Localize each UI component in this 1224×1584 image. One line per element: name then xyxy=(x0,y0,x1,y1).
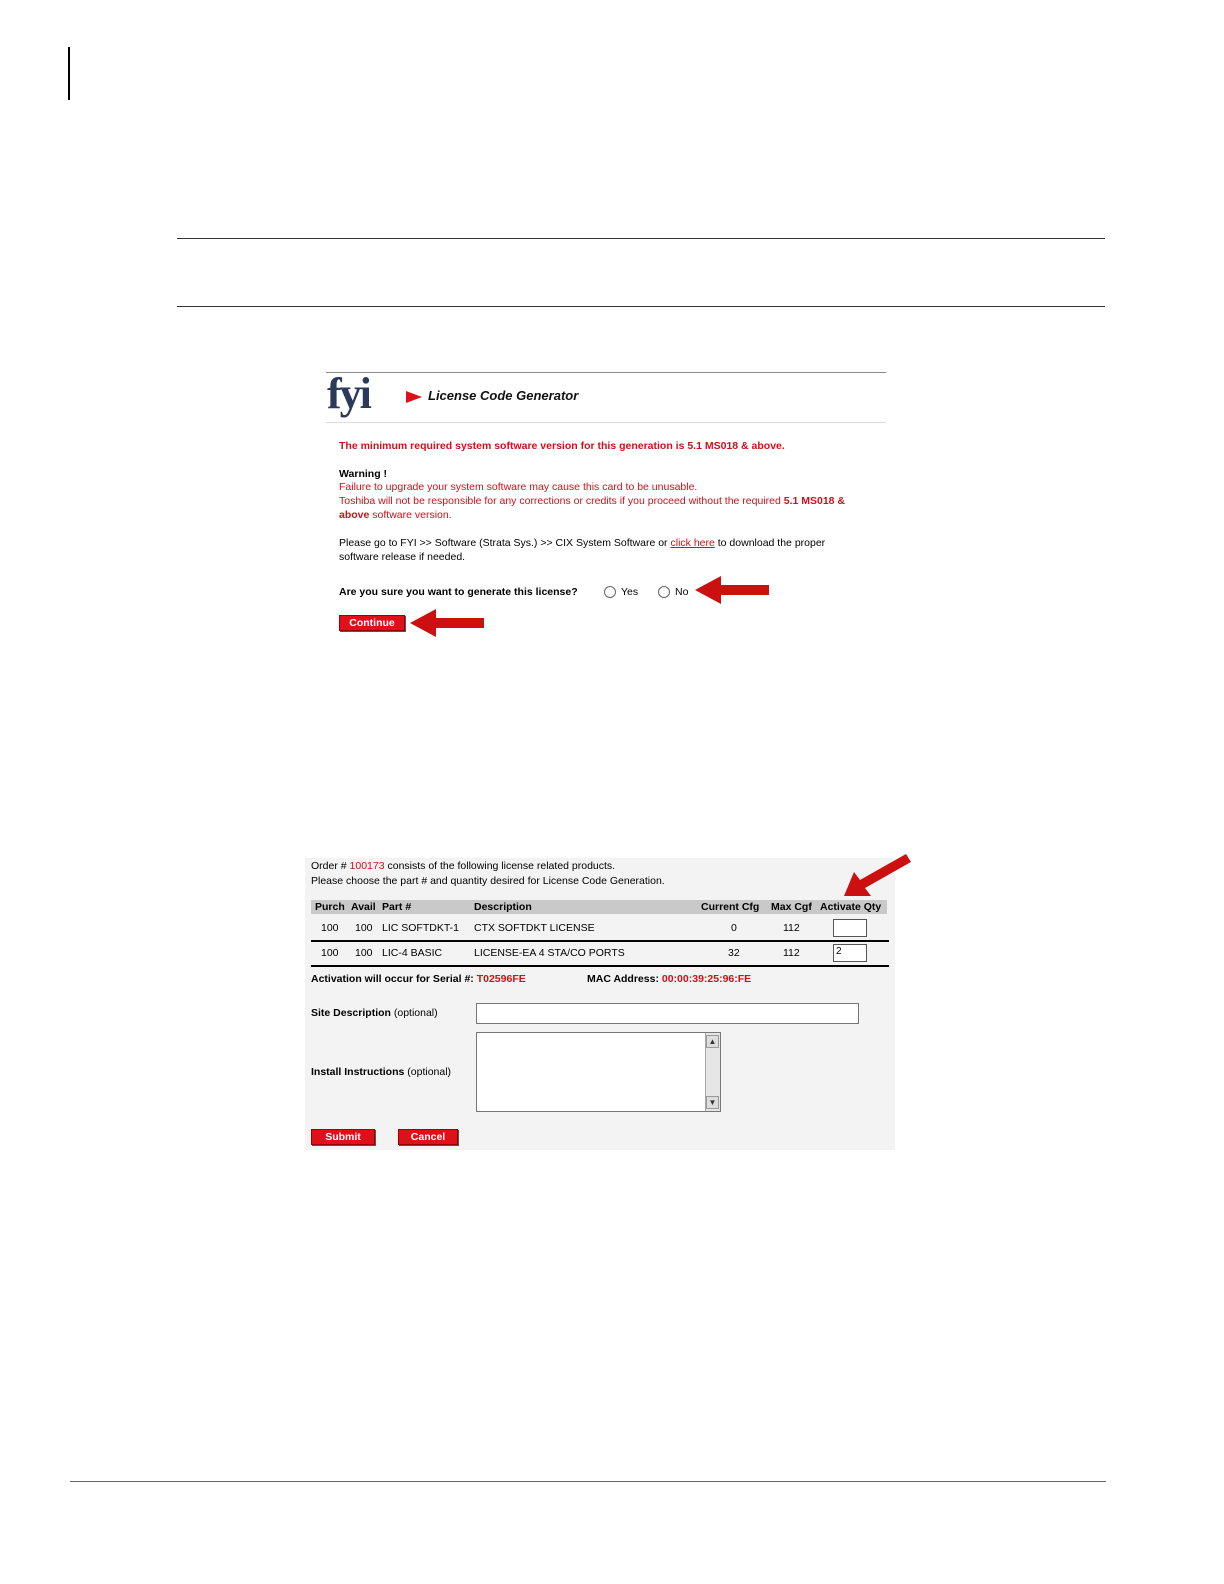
red-pointer-arrow-icon xyxy=(838,850,914,900)
max-cfg-cell: 112 xyxy=(783,922,800,934)
description-cell: CTX SOFTDKT LICENSE xyxy=(474,922,595,934)
red-pointer-arrow-icon xyxy=(695,574,771,606)
col-activate-qty: Activate Qty xyxy=(820,901,882,913)
download-instructions-2: software release if needed. xyxy=(339,551,466,563)
no-label: No xyxy=(675,586,689,598)
max-cfg-cell: 112 xyxy=(783,947,800,959)
site-description-label: Site Description (optional) xyxy=(311,1007,438,1019)
margin-bar xyxy=(68,47,70,100)
order-line: Order # 100173 consists of the following license related products. xyxy=(311,860,616,872)
choose-instructions: Please choose the part # and quantity desired for License Code Generation. xyxy=(311,875,665,887)
serial-line: Activation will occur for Serial #: T02596FE xyxy=(311,973,526,985)
yes-radio[interactable] xyxy=(604,586,616,598)
serial-value: T02596FE xyxy=(476,973,526,985)
table-row xyxy=(311,943,889,965)
mac-line: MAC Address: 00:00:39:25:96:FE xyxy=(587,973,752,985)
purch-cell: 100 xyxy=(321,947,339,959)
warning-line-2: Toshiba will not be responsible for any corrections or credits if you proceed without the required 5.1 MS018 & xyxy=(339,495,846,507)
site-description-input[interactable] xyxy=(476,1003,859,1024)
description-cell: LICENSE-EA 4 STA/CO PORTS xyxy=(474,947,625,959)
header-top-line xyxy=(326,372,886,373)
table-header xyxy=(311,900,887,914)
mac-value: 00:00:39:25:96:FE xyxy=(661,973,752,985)
min-version-notice: The minimum required system software version for this generation is 5.1 MS018 & above. xyxy=(339,440,785,452)
purch-cell: 100 xyxy=(321,922,339,934)
order-number: 100173 xyxy=(349,860,385,872)
red-pointer-arrow-icon xyxy=(410,607,486,639)
row-divider xyxy=(311,940,889,942)
section-rule-bottom xyxy=(177,306,1105,307)
no-radio[interactable] xyxy=(658,586,670,598)
activate-qty-input[interactable] xyxy=(833,919,867,937)
avail-cell: 100 xyxy=(355,922,373,934)
part-cell: LIC SOFTDKT-1 xyxy=(382,922,460,934)
current-cfg-cell: 0 xyxy=(731,922,737,934)
license-order-screenshot xyxy=(305,858,895,1150)
col-purch: Purch xyxy=(315,901,345,913)
page-title: License Code Generator xyxy=(428,388,579,403)
continue-button[interactable]: Continue xyxy=(339,615,405,631)
red-pointer-icon xyxy=(406,391,422,403)
download-instructions: Please go to FYI >> Software (Strata Sys.) >> CIX System Software or click here to download the proper xyxy=(339,537,826,549)
click-here-link[interactable]: click here xyxy=(670,537,715,549)
cancel-button[interactable]: Cancel xyxy=(398,1129,458,1145)
col-avail: Avail xyxy=(351,901,376,913)
footer-rule xyxy=(70,1481,1106,1482)
scroll-up-icon[interactable]: ▲ xyxy=(706,1035,719,1048)
scroll-down-icon[interactable]: ▼ xyxy=(706,1096,719,1109)
col-current-cfg: Current Cfg xyxy=(701,901,760,913)
col-max-cfg: Max Cgf xyxy=(771,901,812,913)
avail-cell: 100 xyxy=(355,947,373,959)
fyi-logo: fyi xyxy=(327,369,370,418)
warning-line-3: above software version. xyxy=(339,509,452,521)
warning-line-1: Failure to upgrade your system software may cause this card to be unusable. xyxy=(339,481,698,493)
section-rule-top xyxy=(177,238,1105,239)
license-code-generator-screenshot xyxy=(326,369,886,640)
install-instructions-textarea[interactable] xyxy=(476,1032,721,1112)
col-description: Description xyxy=(474,901,532,913)
activate-qty-input[interactable]: 2 xyxy=(833,944,867,962)
header-divider xyxy=(326,422,886,423)
warning-label: Warning ! xyxy=(339,468,388,480)
table-row xyxy=(311,918,889,940)
yes-label: Yes xyxy=(621,586,639,598)
table-bottom-rule xyxy=(311,965,889,967)
current-cfg-cell: 32 xyxy=(728,947,740,959)
install-instructions-label: Install Instructions (optional) xyxy=(311,1066,452,1078)
col-part: Part # xyxy=(382,901,412,913)
part-cell: LIC-4 BASIC xyxy=(382,947,443,959)
submit-button[interactable]: Submit xyxy=(311,1129,375,1145)
confirm-question: Are you sure you want to generate this license? xyxy=(339,586,578,598)
textarea-scrollbar[interactable] xyxy=(705,1033,720,1111)
